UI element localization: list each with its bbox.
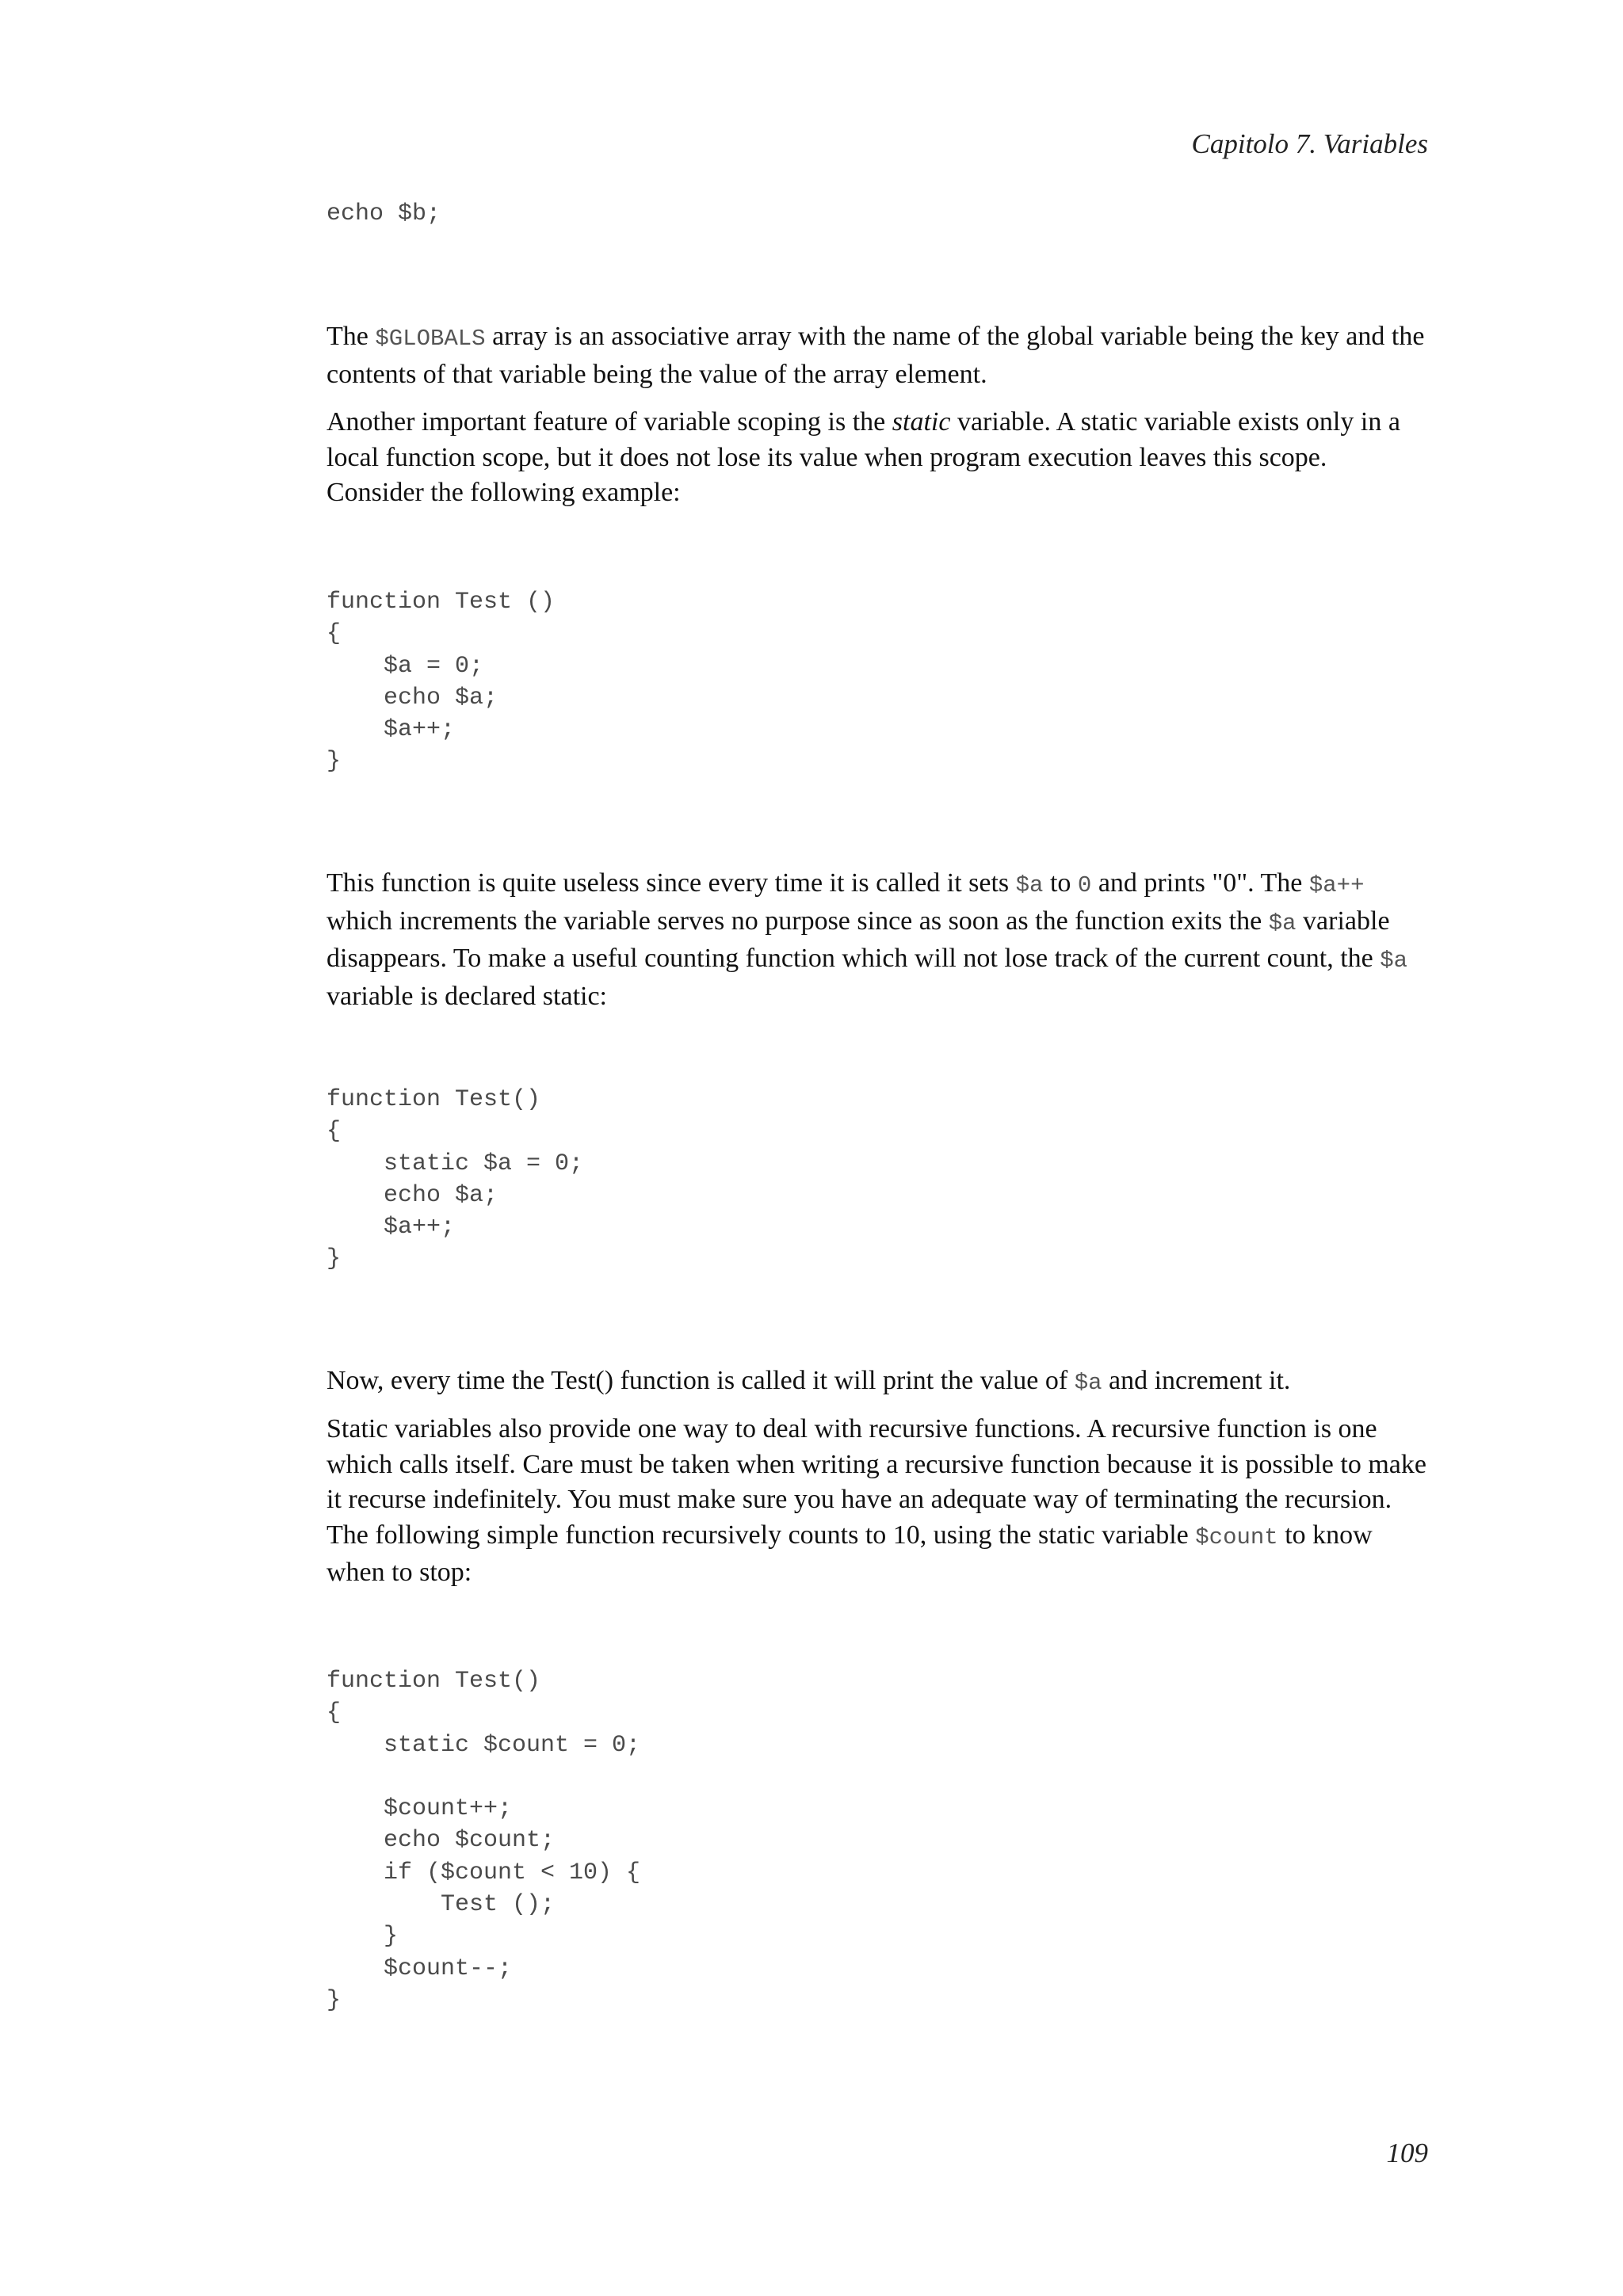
code-line: } — [327, 1923, 399, 1951]
code-line: function Test () — [327, 589, 556, 616]
code-line: $count++; — [327, 1795, 513, 1823]
paragraph-recursive-functions: Static variables also provide one way to deal with recursive functions. A recursive function is one which calls itself. Care must be taken when writing a recursive function because it is possible to make it recurse indefinitely. You must make sure you have an adequate way of terminating the recursion. The following simple function recursively counts to 10, using the static variable $count to know when to stop: — [327, 1414, 1426, 1587]
code-line: } — [327, 1245, 342, 1273]
code-line: echo $a; — [327, 1181, 498, 1209]
code-block-test-static — [327, 1084, 1428, 1276]
code-line — [327, 1761, 1428, 1793]
paragraph-useless-function: This function is quite useless since every time it is called it sets $a to 0 and prints "0". The $a++ which increments the variable serves no purpose since as soon as the function exits the $a variable disappears. To make a useful counting function which will not lose track of the current count, the $a variable is declared static: — [327, 868, 1408, 1011]
paragraph-static-intro: Another important feature of variable scoping is the static variable. A static variable exists only in a local function scope, but it does not lose its value when program execution leaves this scope. Consider the following example: — [327, 407, 1400, 507]
code-line: echo $count; — [327, 1827, 556, 1855]
running-header: Capitolo 7. Variables — [1191, 128, 1428, 159]
code-line: } — [327, 1986, 342, 2014]
code-line: echo $b; — [327, 200, 441, 227]
code-line: { — [327, 1699, 342, 1727]
code-line: if ($count < 10) { — [327, 1859, 641, 1886]
code-block-test-recursive — [327, 1665, 1428, 2016]
code-line: { — [327, 620, 342, 648]
paragraph-globals: The $GLOBALS array is an associative array with the name of the global variable being the key and the contents of that variable being the value of the array element. — [327, 322, 1425, 389]
code-line: } — [327, 748, 342, 776]
inline-code-globals: $GLOBALS — [375, 326, 486, 352]
code-line: static $a = 0; — [327, 1150, 584, 1177]
code-line: $a++; — [327, 716, 456, 744]
code-line: { — [327, 1118, 342, 1146]
code-line: function Test() — [327, 1086, 541, 1113]
code-line: function Test() — [327, 1668, 541, 1695]
code-line: $a = 0; — [327, 652, 484, 680]
emphasis-static: static — [892, 407, 951, 437]
code-line: static $count = 0; — [327, 1731, 641, 1759]
paragraph-now-every-time: Now, every time the Test() function is called it will print the value of $a and increment it. — [327, 1366, 1291, 1396]
code-block-echo-b — [327, 198, 1428, 230]
code-line: $count--; — [327, 1955, 513, 1982]
code-line: echo $a; — [327, 684, 498, 711]
page-number: 109 — [1386, 2138, 1428, 2168]
code-block-test-nonstatic — [327, 586, 1428, 778]
code-line: Test (); — [327, 1891, 556, 1919]
code-line: $a++; — [327, 1214, 456, 1241]
